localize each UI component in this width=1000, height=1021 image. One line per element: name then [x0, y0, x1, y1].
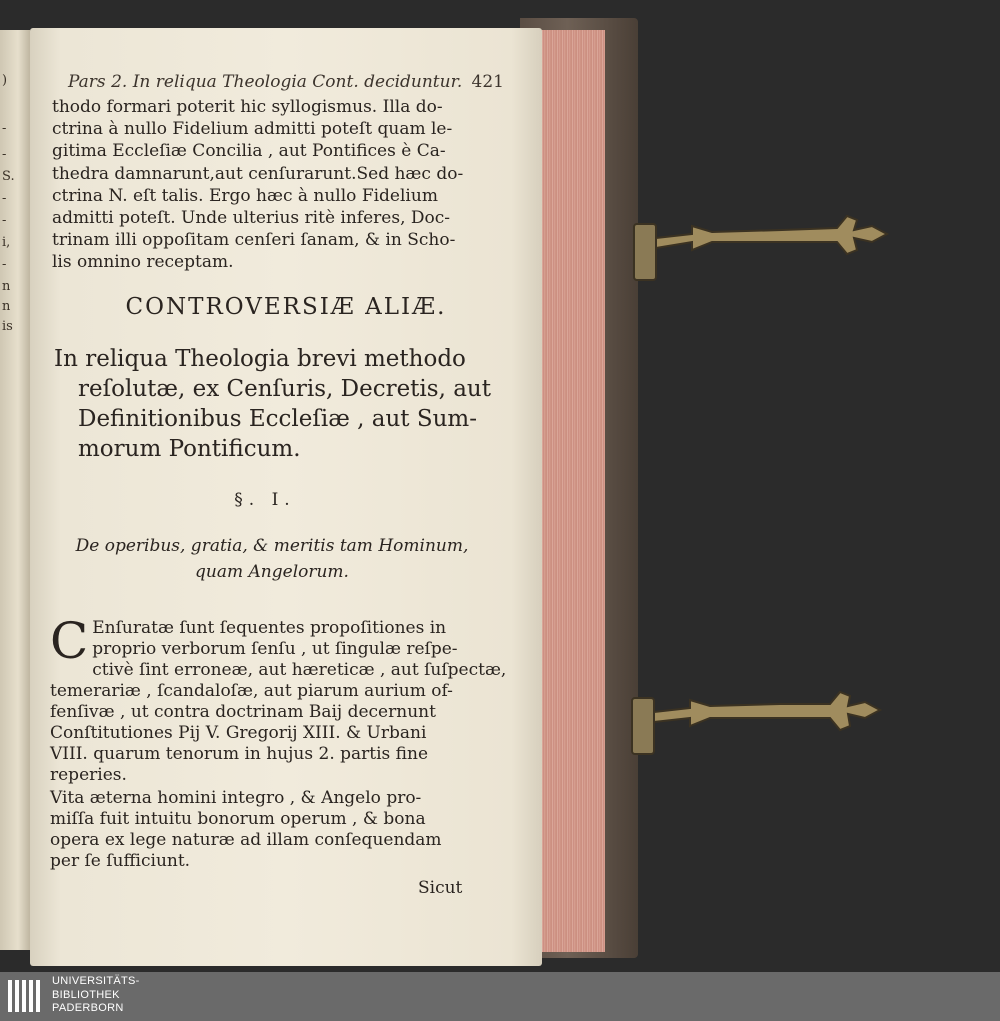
text-line: ctrina N. eſt talis. Ergo hæc à nullo Fidelium [52, 185, 438, 206]
page-number: 421 [471, 72, 504, 92]
text-line: VIII. quarum tenorum in hujus 2. partis fine [50, 744, 429, 764]
main-paragraph [50, 612, 507, 786]
subtitle-line: In reliqua Theologia brevi methodo [54, 346, 466, 372]
clasp-icon [632, 208, 892, 284]
text-line: temerariæ , ſcandaloſæ, aut piarum aurium of- [50, 681, 453, 701]
subtitle-line: morum Pontificum. [78, 436, 301, 462]
margin-char: - [2, 213, 7, 228]
running-header [68, 72, 504, 92]
text-line: admitti poteſt. Unde ulterius ritè inferes, Doc- [52, 208, 451, 229]
previous-page-edge [0, 30, 30, 950]
subtitle-line: Definitionibus Eccleſiæ , aut Sum- [78, 406, 477, 432]
text-line: ctivè ſint erroneæ, aut hæreticæ , aut ſuſpectæ, [92, 660, 507, 680]
margin-char: - [2, 121, 7, 136]
italic-heading-line: De operibus, gratia, & meritis tam Hominum, [75, 536, 469, 556]
margin-char: ) [2, 73, 8, 88]
text-line: proprio verborum ſenſu , ut ſingulæ reſpe- [92, 639, 458, 659]
logo-line: PADERBORN [52, 1002, 124, 1014]
upper-clasp [632, 208, 892, 248]
text-line: lis omnino receptam. [52, 252, 234, 273]
text-line: miſſa fuit intuitu bonorum operum , & bona [50, 809, 426, 829]
margin-char: - [2, 191, 7, 206]
continuation-text [52, 96, 492, 274]
logo-line: UNIVERSITÄTS- [52, 975, 140, 987]
text-line: ctrina à nullo Fidelium admitti poteſt quam le- [52, 119, 453, 140]
text-line: Enſuratæ ſunt ſequentes propoſitiones in [92, 618, 447, 638]
text-line: fenſivæ , ut contra doctrinam Baij decernunt [50, 702, 436, 722]
margin-char: i, [2, 235, 11, 250]
text-line: per ſe ſufficiunt. [50, 851, 191, 871]
logo-line: BIBLIOTHEK [52, 988, 120, 1001]
page-edges [532, 30, 605, 952]
text-line: gitima Eccleſiæ Concilia , aut Pontifices è Ca- [52, 141, 446, 162]
catchword: Sicut [418, 878, 463, 898]
header-text: Pars 2. In reliqua Theologia Cont. deciduntur. [68, 72, 463, 92]
margin-char: - [2, 257, 7, 272]
drop-cap: C [50, 612, 89, 670]
italic-heading [62, 533, 482, 585]
clasp-icon [630, 690, 890, 766]
section-subtitle [54, 344, 491, 464]
library-logo-icon [6, 976, 46, 1016]
margin-char: is [2, 319, 13, 334]
text-line: opera ex lege naturæ ad illam conſequendam [50, 830, 442, 850]
second-paragraph [50, 788, 495, 872]
subtitle-line: reſolutæ, ex Cenſuris, Decretis, aut [78, 376, 491, 402]
text-line: trinam illi oppoſitam cenſeri ſanam, & in Scho- [52, 230, 456, 251]
lower-clasp [630, 690, 890, 730]
margin-char: S. [2, 169, 15, 184]
margin-char: n [2, 299, 11, 314]
footer-bar [0, 972, 1000, 1021]
library-logo-text [52, 975, 140, 1016]
italic-heading-line: quam Angelorum. [195, 562, 349, 582]
margin-char: n [2, 279, 11, 294]
section-title: CONTROVERSIÆ ALIÆ. [125, 294, 447, 320]
margin-char: - [2, 147, 7, 162]
text-line: thedra damnarunt,aut cenſurarunt.Sed hæc do- [52, 163, 464, 184]
text-line: Vita æterna homini integro , & Angelo pro- [50, 788, 422, 808]
text-line: thodo formari poterit hic syllogismus. Illa do- [52, 97, 443, 117]
paragraph-mark: §. I. [234, 490, 296, 510]
text-line: Conſtitutiones Pij V. Gregorij XIII. & Urbani [50, 723, 427, 743]
book-page [30, 28, 542, 966]
text-line: reperies. [50, 765, 127, 785]
